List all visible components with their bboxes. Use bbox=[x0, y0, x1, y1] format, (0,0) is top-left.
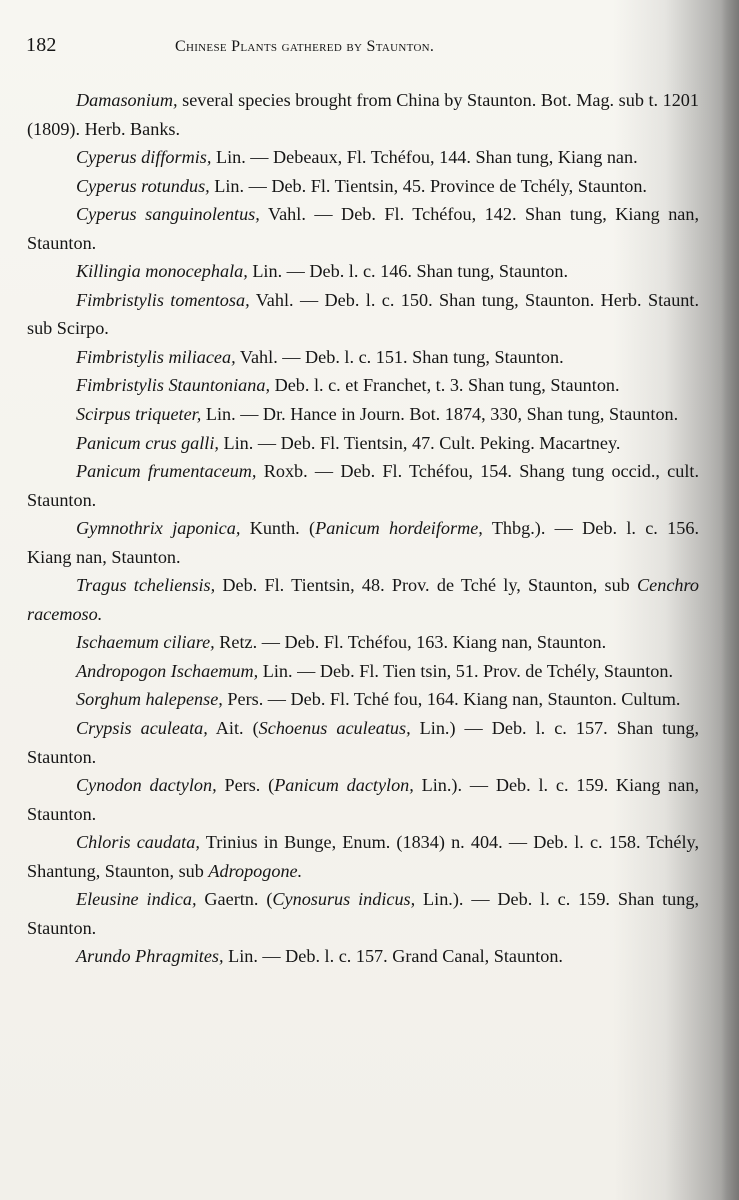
species-name: Cyperus sanguinolentus, bbox=[76, 204, 260, 225]
species-name: Tragus tcheliensis, bbox=[76, 575, 216, 596]
species-name: Cynodon dactylon, bbox=[76, 775, 217, 796]
synonym-name: Cenchro racemoso. bbox=[27, 575, 699, 624]
synonym-name: Schoenus aculeatus, bbox=[258, 718, 411, 739]
entry-text: Lin. — Deb. l. c. 146. Shan tung, Staunton. bbox=[247, 261, 569, 282]
entry-text-continued: Lin.). — Deb. l. c. 159. Shan tung, Staunton. bbox=[27, 889, 699, 938]
plant-entry-17 bbox=[27, 714, 699, 771]
entry-text: Lin. — Deb. Fl. Tientsin, 47. Cult. Peking. Macartney. bbox=[218, 432, 621, 453]
plant-entry-14 bbox=[27, 628, 699, 657]
plant-entry-10 bbox=[27, 429, 699, 458]
entry-text: Trinius in Bunge, Enum. (1834) n. 404. — Deb. l. c. 158. Tchély, Shantung, Staunton, sub bbox=[27, 832, 699, 881]
species-name: Fimbristylis Stauntoniana, bbox=[76, 375, 271, 396]
species-name: Chloris caudata, bbox=[76, 832, 200, 853]
entry-text: Lin. — Deb. Fl. Tientsin, 45. Province de Tchély, Staunton. bbox=[209, 175, 647, 196]
entry-text: Deb. l. c. et Franchet, t. 3. Shan tung, Staunton. bbox=[270, 375, 620, 396]
species-name: Sorghum halepense, bbox=[76, 689, 223, 710]
entry-text: Pers. ( bbox=[216, 775, 275, 796]
plant-list bbox=[27, 86, 699, 971]
plant-entry-15 bbox=[27, 657, 699, 686]
species-name: Panicum crus galli, bbox=[76, 432, 219, 453]
plant-entry-11 bbox=[27, 457, 699, 514]
species-name: Gymnothrix japonica, bbox=[76, 518, 241, 539]
entry-text: Roxb. — Deb. Fl. Tchéfou, 154. Shang tung occid., cult. Staunton. bbox=[27, 461, 699, 510]
species-name: Fimbristylis tomentosa, bbox=[76, 289, 250, 310]
entry-text: Deb. Fl. Tientsin, 48. Prov. de Tché ly, Staunton, sub bbox=[215, 575, 638, 596]
entry-text: Vahl. — Deb. l. c. 150. Shan tung, Staunton. Herb. Staunt. sub Scirpo. bbox=[27, 289, 699, 339]
plant-entry-21 bbox=[27, 942, 699, 971]
entry-text: Lin. — Deb. Fl. Tien tsin, 51. Prov. de Tchély, Staunton. bbox=[258, 660, 674, 681]
species-name: Arundo Phragmites, bbox=[76, 946, 224, 967]
entry-text: Lin. — Dr. Hance in Journ. Bot. 1874, 330, Shan tung, Staunton. bbox=[201, 404, 679, 425]
plant-entry-16 bbox=[27, 685, 699, 714]
plant-entry-6 bbox=[27, 286, 699, 343]
entry-text: Pers. — Deb. Fl. Tché fou, 164. Kiang nan, Staunton. Cultum. bbox=[222, 689, 681, 710]
plant-entry-13 bbox=[27, 571, 699, 628]
species-name: Scirpus triqueter, bbox=[76, 404, 202, 425]
plant-entry-3 bbox=[27, 172, 699, 201]
running-title: Chinese Plants gathered by Staunton. bbox=[175, 38, 435, 55]
entry-text: Vahl. — Deb. Fl. Tchéfou, 142. Shan tung, Kiang nan, Staunton. bbox=[27, 204, 699, 253]
entry-text: Lin. — Deb. l. c. 157. Grand Canal, Staunton. bbox=[223, 946, 563, 967]
species-name: Ischaemum ciliare, bbox=[76, 632, 215, 653]
plant-entry-8 bbox=[27, 371, 699, 400]
plant-entry-2 bbox=[27, 143, 699, 172]
species-name: Eleusine indica, bbox=[76, 889, 197, 910]
entry-text-continued: Lin.) — Deb. l. c. 157. Shan tung, Staunton. bbox=[27, 718, 699, 767]
entry-text: Lin. — Debeaux, Fl. Tchéfou, 144. Shan tung, Kiang nan. bbox=[211, 147, 638, 168]
page-header bbox=[26, 33, 716, 65]
entry-text: several species brought from China by Staunton. Bot. Mag. sub t. 1201 (1809). Herb. Banks. bbox=[27, 90, 699, 139]
synonym-name: Panicum hordeiforme, bbox=[315, 518, 483, 539]
plant-entry-4 bbox=[27, 200, 699, 257]
species-name: Fimbristylis miliacea, bbox=[76, 346, 236, 367]
entry-text: Retz. — Deb. Fl. Tchéfou, 163. Kiang nan, Staunton. bbox=[214, 632, 607, 653]
species-name: Cyperus difformis, bbox=[76, 147, 212, 168]
species-name: Panicum frumentaceum, bbox=[76, 461, 257, 482]
plant-entry-20 bbox=[27, 885, 699, 942]
entry-text: Vahl. — Deb. l. c. 151. Shan tung, Staunton. bbox=[235, 346, 564, 367]
synonym-name: Cynosurus indicus, bbox=[272, 889, 416, 910]
entry-text: Gaertn. ( bbox=[196, 889, 273, 910]
plant-entry-7 bbox=[27, 343, 699, 372]
species-name: Crypsis aculeata, bbox=[76, 718, 208, 739]
plant-entry-18 bbox=[27, 771, 699, 828]
synonym-name: Adropogone. bbox=[208, 860, 303, 881]
species-name: Killingia monocephala, bbox=[76, 261, 248, 282]
entry-text-continued: Thbg.). — Deb. l. c. 156. Kiang nan, Staunton. bbox=[27, 518, 699, 567]
page-gutter-shadow bbox=[721, 0, 739, 1200]
plant-entry-19 bbox=[27, 828, 699, 885]
entry-text: Ait. ( bbox=[207, 718, 259, 739]
species-name: Cyperus rotundus, bbox=[76, 175, 210, 196]
species-name: Andropogon Ischaemum, bbox=[76, 660, 259, 681]
plant-entry-12 bbox=[27, 514, 699, 571]
entry-text-continued: Lin.). — Deb. l. c. 159. Kiang nan, Staunton. bbox=[27, 775, 699, 824]
plant-entry-5 bbox=[27, 257, 699, 286]
species-name: Damasonium, bbox=[76, 90, 178, 110]
synonym-name: Panicum dactylon, bbox=[274, 775, 414, 796]
plant-entry-1 bbox=[27, 86, 699, 143]
plant-entry-9 bbox=[27, 400, 699, 429]
entry-text: Kunth. ( bbox=[240, 518, 316, 539]
page-number: 182 bbox=[26, 34, 57, 56]
